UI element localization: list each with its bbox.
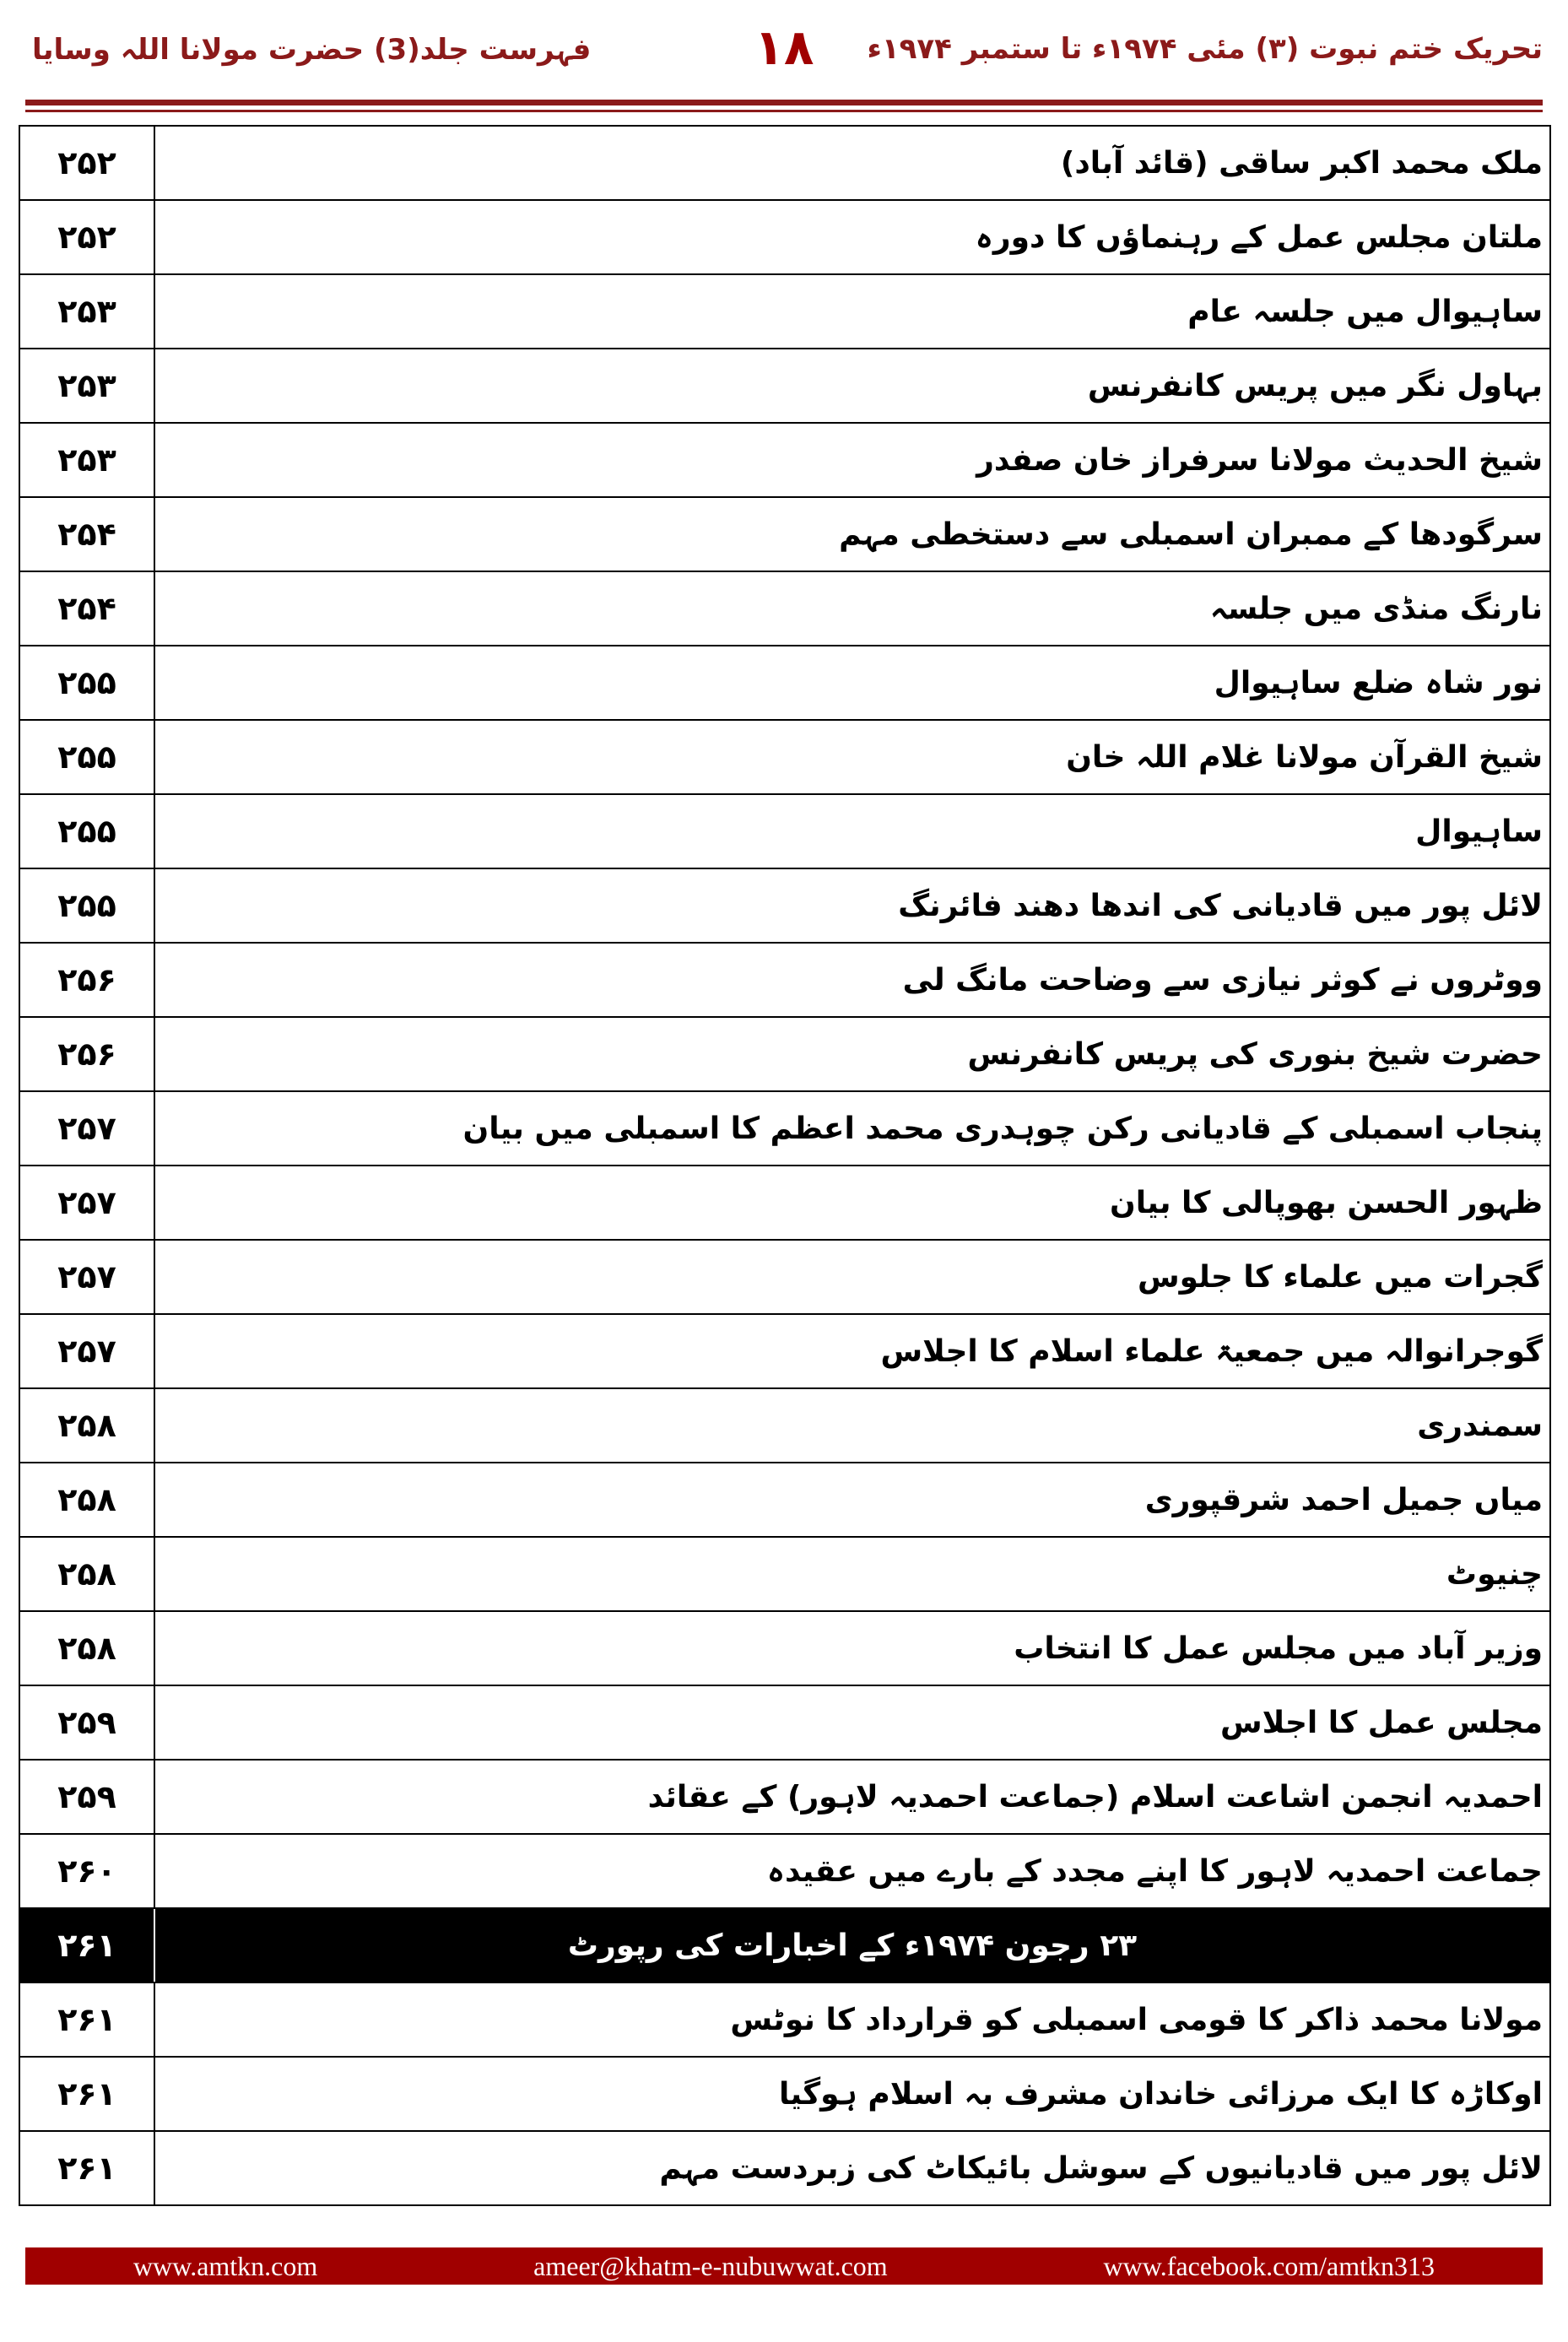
toc-entry-title: سمندری [1417, 1408, 1543, 1443]
toc-page-number: ۲۶۱ [20, 1909, 155, 1982]
toc-page-number: ۲۵۹ [20, 1761, 155, 1833]
toc-row [20, 795, 1549, 869]
toc-page-number: ۲۵۶ [20, 1018, 155, 1090]
toc-row [20, 1018, 1549, 1092]
toc-entry-title: مولانا محمد ذاکر کا قومی اسمبلی کو قرارداد کا نوٹس [730, 2002, 1543, 2037]
toc-page-number: ۲۵۴ [20, 498, 155, 571]
header-rule [25, 100, 1543, 105]
toc-page-number: ۲۵۳ [20, 424, 155, 496]
toc-entry-title: شیخ الحدیث مولانا سرفراز خان صفدر [976, 442, 1543, 478]
toc-row [20, 1241, 1549, 1315]
toc-entry-title: سرگودھا کے ممبران اسمبلی سے دستخطی مہم [839, 517, 1543, 552]
toc-section-heading [20, 1909, 1549, 1983]
toc-entry-title: اوکاڑہ کا ایک مرزائی خاندان مشرف بہ اسلام ہوگیا [779, 2076, 1543, 2112]
toc-entry-title: ۲۳ رجون ۱۹۷۴ء کے اخبارات کی رپورٹ [567, 1928, 1138, 1963]
toc-entry-title: ملک محمد اکبر ساقی (قائد آباد) [1060, 145, 1543, 181]
toc-entry-title: نارنگ منڈی میں جلسہ [1209, 591, 1543, 626]
toc-page-number: ۲۵۸ [20, 1389, 155, 1462]
book-title: تحریک ختم نبوت (۳) مئی ۱۹۷۴ء تا ستمبر ۱۹۷۴ء [867, 32, 1543, 66]
toc-page-number: ۲۵۶ [20, 944, 155, 1016]
toc-row [20, 1166, 1549, 1241]
toc-page-number: ۲۵۷ [20, 1092, 155, 1165]
toc-entry-title: نور شاہ ضلع ساہیوال [1214, 665, 1543, 700]
volume-title: فہرست جلد(3) حضرت مولانا اللہ وسایا [32, 33, 592, 67]
toc-row [20, 944, 1549, 1018]
toc-entry-title: ووٹروں نے کوثر نیازی سے وضاحت مانگ لی [902, 962, 1543, 998]
toc-row [20, 498, 1549, 572]
toc-page-number: ۲۵۳ [20, 349, 155, 422]
toc-page-number: ۲۵۷ [20, 1241, 155, 1313]
toc-row [20, 1612, 1549, 1686]
toc-entry-title: ظہور الحسن بھوپالی کا بیان [1110, 1185, 1543, 1220]
toc-row [20, 1092, 1549, 1166]
toc-row [20, 1389, 1549, 1463]
toc-page-number: ۲۵۵ [20, 721, 155, 793]
toc-entry-title: وزیر آباد میں مجلس عمل کا انتخاب [1014, 1631, 1543, 1666]
footer-email-link[interactable]: ameer@khatm-e-nubuwwat.com [533, 2250, 888, 2281]
toc-row [20, 721, 1549, 795]
toc-row [20, 1538, 1549, 1612]
toc-page-number: ۲۵۵ [20, 869, 155, 942]
toc-entry-title: میاں جمیل احمد شرقپوری [1144, 1482, 1543, 1517]
toc-entry-title: جماعت احمدیہ لاہور کا اپنے مجدد کے بارے میں عقیدہ [766, 1853, 1543, 1889]
toc-entry-title: پنجاب اسمبلی کے قادیانی رکن چوہدری محمد اعظم کا اسمبلی میں بیان [462, 1111, 1543, 1146]
toc-page-number: ۲۶۱ [20, 1983, 155, 2056]
toc-page-number: ۲۵۸ [20, 1538, 155, 1610]
toc-row [20, 127, 1549, 201]
toc-page-number: ۲۵۷ [20, 1166, 155, 1239]
toc-page-number: ۲۵۲ [20, 201, 155, 273]
toc-row [20, 275, 1549, 349]
footer-facebook-link[interactable]: www.facebook.com/amtkn313 [1103, 2250, 1436, 2281]
toc-entry-title: شیخ القرآن مولانا غلام اللہ خان [1066, 739, 1543, 775]
toc-page-number: ۲۵۸ [20, 1612, 155, 1685]
toc-entry-title: چنیوٹ [1446, 1556, 1543, 1592]
toc-entry-title: ملتان مجلس عمل کے رہنماؤں کا دورہ [975, 219, 1543, 255]
footer-website-link[interactable]: www.amtkn.com [132, 2250, 318, 2281]
toc-page-number: ۲۵۳ [20, 275, 155, 348]
toc-row [20, 2058, 1549, 2132]
toc-entry-title: لائل پور میں قادیانیوں کے سوشل بائیکاٹ کی زبردست مہم [659, 2150, 1543, 2186]
toc-row [20, 424, 1549, 498]
toc-page-number: ۲۵۴ [20, 572, 155, 645]
toc-row [20, 869, 1549, 944]
toc-row [20, 1315, 1549, 1389]
toc-row [20, 349, 1549, 424]
toc-row [20, 1463, 1549, 1538]
toc-row [20, 2132, 1549, 2206]
toc-page-number: ۲۵۸ [20, 1463, 155, 1536]
toc-page-number: ۲۵۵ [20, 646, 155, 719]
toc-entry-title: بہاول نگر میں پریس کانفرنس [1087, 368, 1543, 403]
toc-entry-title: حضرت شیخ بنوری کی پریس کانفرنس [967, 1036, 1543, 1072]
toc-entry-title: گجرات میں علماء کا جلوس [1138, 1259, 1543, 1295]
toc-row [20, 201, 1549, 275]
toc-row [20, 1835, 1549, 1909]
toc-row [20, 1983, 1549, 2058]
toc-entry-title: گوجرانوالہ میں جمعیۃ علماء اسلام کا اجلاس [880, 1333, 1543, 1369]
page-header [0, 0, 1568, 101]
toc-entry-title: ساہیوال [1415, 814, 1543, 849]
toc-page-number: ۲۶۱ [20, 2132, 155, 2204]
toc-row [20, 1761, 1549, 1835]
toc-entry-title: لائل پور میں قادیانی کی اندھا دھند فائرنگ [898, 888, 1543, 923]
toc-row [20, 1686, 1549, 1761]
page-number: ۱۸ [754, 19, 814, 76]
toc-row [20, 646, 1549, 721]
table-of-contents [19, 125, 1551, 2206]
toc-entry-title: ساہیوال میں جلسہ عام [1187, 294, 1543, 329]
header-rule-thin [25, 110, 1543, 112]
toc-page-number: ۲۶۱ [20, 2058, 155, 2130]
toc-entry-title: احمدیہ انجمن اشاعت اسلام (جماعت احمدیہ لاہور) کے عقائد [647, 1779, 1543, 1815]
toc-page-number: ۲۵۷ [20, 1315, 155, 1387]
toc-page-number: ۲۵۹ [20, 1686, 155, 1759]
toc-page-number: ۲۵۲ [20, 127, 155, 199]
toc-row [20, 572, 1549, 646]
page-footer [25, 2247, 1543, 2285]
toc-page-number: ۲۶۰ [20, 1835, 155, 1907]
toc-page-number: ۲۵۵ [20, 795, 155, 868]
toc-entry-title: مجلس عمل کا اجلاس [1219, 1705, 1543, 1740]
